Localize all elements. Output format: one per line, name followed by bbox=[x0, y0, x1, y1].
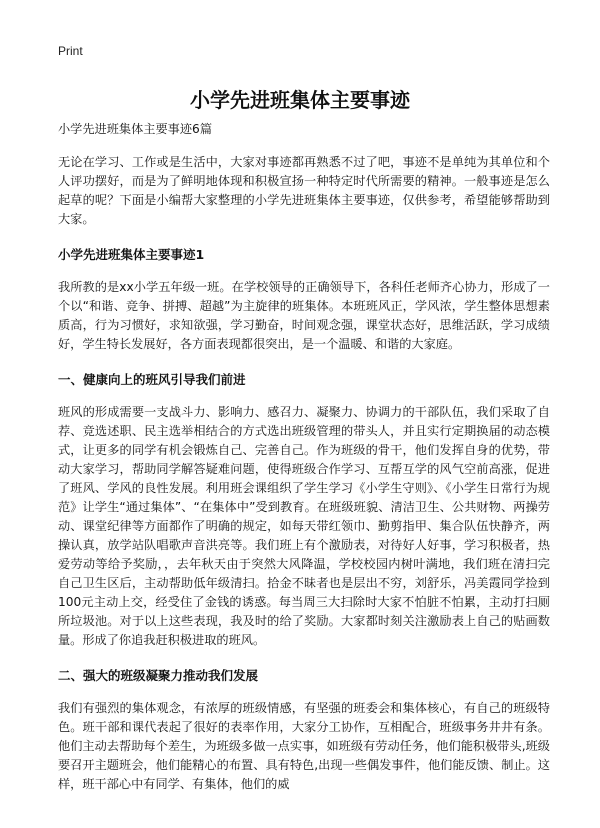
intro-paragraph: 无论在学习、工作或是生活中，大家对事迹都再熟悉不过了吧，事迹不是单纯为其单位和个人评功摆好，而是为了鲜明地体现和积极宣扬一种特定时代所需要的精神。一般事迹是怎么起草的呢？下面是小编帮大家整理的小学先进班集体主要事迹，仅供参考，希望能够帮助到大家。 bbox=[58, 155, 550, 226]
heading-class-cohesion: 二、强大的班级凝聚力推动我们发展 bbox=[58, 668, 259, 683]
section1-heading: 小学先进班集体主要事迹1 bbox=[58, 247, 205, 262]
document-title: 小学先进班集体主要事迹 bbox=[190, 88, 410, 112]
document-subtitle: 小学先进班集体主要事迹6篇 bbox=[58, 122, 213, 136]
paragraph-class-atmosphere: 班风的形成需要一支战斗力、影响力、感召力、凝聚力、协调力的干部队伍，我们采取了自荐、竞选述职、民主选举相结合的方式选出班级管理的带头人，并且实行定期换届的动态模式，让更多的同学有机会锻炼自己、完善自己。作为班级的骨干，他们发挥自身的优势，带动大家学习，帮助同学解答疑难问题，使得班级合作学习、互帮互学的风气空前高涨，促进了班风、学风的良性发展。利用班会课组织了学生学习《小学生守则》、《小学生日常行为规范》让学生“通过集体”、“在集体中”受到教育。在班级班貌、清洁卫生、公共财物、两操劳动、课堂纪律等方面都作了明确的规定，如每天带红领巾、勤剪指甲、集合队伍快静齐，两操认真，放学站队唱歌声音洪亮等。我们班上有个激励表，对待好人好事，学习积极者，热爱劳动等给予奖励，，去年秋天由于突然大风降温，学校校园内树叶满地，我们班在清扫完自己卫生区后，主动帮助低年级清扫。拾金不昧者也是层出不穷，刘舒乐，冯美霞同学捡到100元主动上交，经受住了金钱的诱惑。每当周三大扫除时大家不怕脏不怕累，主动打扫厕所垃圾池。对于以上这些表现，我及时的给了奖励。大家都时刻关注激励表上自己的贴画数量。形成了你追我赶积极进取的班风。 bbox=[58, 405, 550, 647]
section1-paragraph: 我所教的是xx小学五年级一班。在学校领导的正确领导下，各科任老师齐心协力，形成了一个以“和谐、竞争、拼搏、超越”为主旋律的班集体。本班班风正，学风浓，学生整体思想素质高，行为习惯好，求知欲强，学习勤奋，时间观念强，课堂状态好，思维活跃，学习成绩好，学生特长发展好，各方面表现都很突出，是一个温暖、和谐的大家庭。 bbox=[58, 280, 550, 351]
print-link[interactable]: Print bbox=[58, 44, 83, 58]
heading-class-atmosphere: 一、健康向上的班风引导我们前进 bbox=[58, 372, 246, 387]
paragraph-class-cohesion: 我们有强烈的集体观念，有浓厚的班级情感，有坚强的班委会和集体核心，有自己的班级特色。班干部和课代表起了很好的表率作用，大家分工协作，互相配合，班级事务井井有条。他们主动去帮助每个差生，为班级多做一点实事，如班级有劳动任务，他们能积极带头,班级要召开主题班会，他们能精心的布置、具有特色,出现一些偶发事件，他们能反馈、制止。这样，班干部心中有同学、有集体，他们的威 bbox=[58, 701, 550, 791]
document-body bbox=[58, 120, 550, 810]
